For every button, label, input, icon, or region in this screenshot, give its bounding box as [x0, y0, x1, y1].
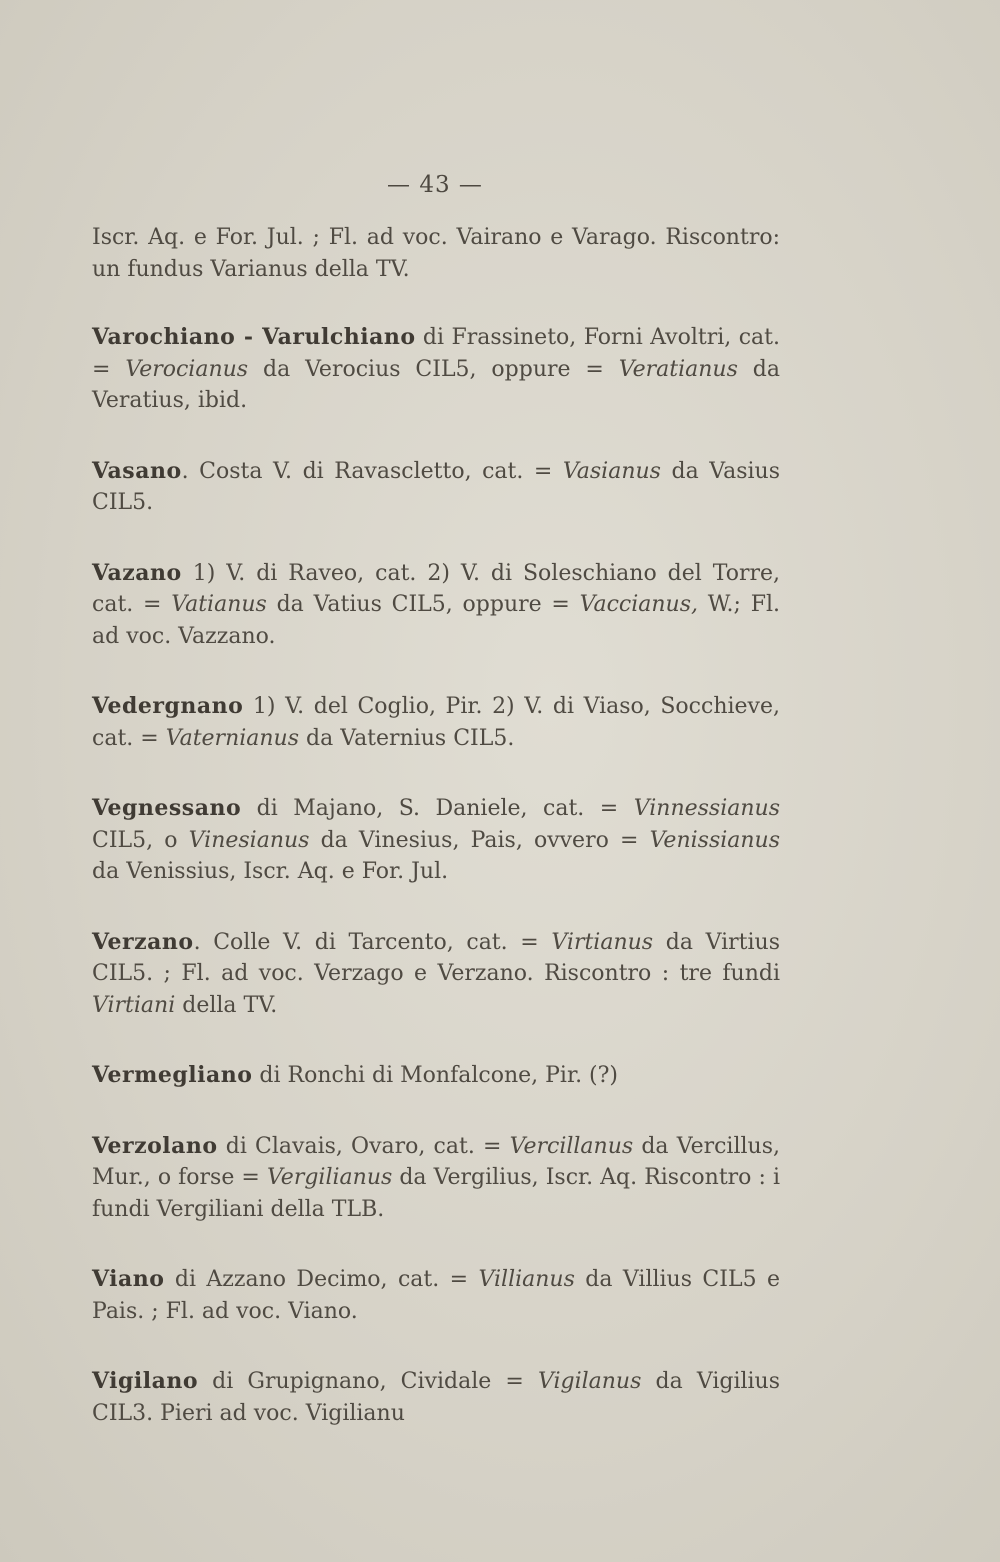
entry-text: . Colle V. di Tarcento, cat. =: [193, 929, 552, 955]
entry-italic-term: Vasianus: [562, 458, 661, 484]
entry-text: di Frassineto, Forni Avoltri, cat. =: [92, 325, 780, 382]
entry-text: 1) V. del Coglio, Pir. 2) V. di Viaso, Socchieve, cat. =: [92, 694, 780, 751]
entry-text: di Azzano Decimo, cat. =: [164, 1267, 479, 1292]
entry-headword: Verzano: [92, 928, 194, 955]
entry-italic-term: Verocianus: [125, 356, 249, 382]
entry-italic-term: Venissianus: [649, 827, 781, 853]
entry-headword: Varochiano - Varulchiano: [92, 324, 416, 350]
entry-varochiano: [92, 322, 780, 417]
entry-vegnessano: [92, 793, 780, 888]
entry-vedergnano: [92, 691, 780, 754]
entry-text: di Grupignano, Cividale =: [198, 1369, 538, 1394]
continuation-text: Iscr. Aq. e For. Jul. ; Fl. ad voc. Vairano e Varago. Riscontro: un fundus Varianus della TV.: [92, 225, 780, 282]
entry-text: della TV.: [175, 992, 278, 1018]
entry-vazano: [92, 558, 780, 653]
entry-text: da Vercillus, Mur., o forse =: [92, 1133, 780, 1190]
entry-text: di Majano, S. Daniele, cat. =: [241, 796, 634, 821]
continuation-paragraph: [92, 222, 780, 285]
entry-verzano: [92, 927, 780, 1022]
entry-italic-term: Vinnessianus: [633, 796, 780, 821]
entry-text: 1) V. di Raveo, cat. 2) V. di Soleschiano del Torre, cat. =: [92, 560, 780, 617]
entry-headword: Vazano: [92, 559, 182, 586]
entry-headword: Vedergnano: [92, 693, 244, 719]
page-number: — 43 —: [387, 172, 483, 198]
entry-text: da Virtius CIL5. ; Fl. ad voc. Verzago e Verzano. Riscontro : tre fundi: [92, 929, 781, 986]
entry-text: da Villius CIL5 e Pais. ; Fl. ad voc. Viano.: [92, 1267, 780, 1324]
entry-text: da Vigilius CIL3. Pieri ad voc. Vigilianu: [92, 1369, 781, 1426]
entry-italic-term: Virtianus: [551, 929, 654, 955]
entry-italic-term: Vergilianus: [266, 1165, 393, 1190]
entry-vermegliano: [92, 1060, 780, 1092]
entry-verzolano: [92, 1131, 780, 1226]
entry-text: . Costa V. di Ravascletto, cat. =: [181, 458, 563, 484]
entry-viano: [92, 1264, 780, 1327]
entry-headword: Vigilano: [92, 1368, 199, 1394]
entry-vigilano: [92, 1366, 780, 1429]
entry-text: da Vaternius CIL5.: [299, 725, 515, 751]
page-text: [92, 222, 780, 1468]
entry-text: da Veratius, ibid.: [92, 356, 780, 413]
entry-italic-term: Virtiani: [92, 992, 176, 1018]
entry-italic-term: Veratianus: [618, 356, 738, 382]
entry-text: da Vatius CIL5, oppure =: [266, 592, 580, 617]
entry-italic-term: Vinesianus: [188, 827, 310, 853]
entry-italic-term: Vatianus: [171, 592, 267, 617]
entry-italic-term: Vigilanus: [537, 1369, 642, 1394]
entry-italic-term: Villianus: [478, 1267, 575, 1292]
entry-text: da Verocius CIL5, oppure =: [248, 356, 619, 382]
entry-text: da Venissius, Iscr. Aq. e For. Jul.: [92, 859, 449, 884]
entry-text: da Vergilius, Iscr. Aq. Riscontro : i fundi Vergiliani della TLB.: [92, 1165, 781, 1222]
entry-italic-term: Vaccianus,: [579, 592, 699, 617]
entry-text: da Vinesius, Pais, ovvero =: [309, 827, 650, 853]
entry-text: di Ronchi di Monfalcone, Pir. (?): [252, 1063, 619, 1088]
entry-italic-term: Vaternianus: [165, 725, 300, 751]
entry-vasano: [92, 456, 780, 519]
entry-headword: Vermegliano: [92, 1062, 253, 1088]
entry-headword: Verzolano: [92, 1132, 218, 1159]
entry-italic-term: Vercillanus: [509, 1133, 634, 1159]
entry-text: di Clavais, Ovaro, cat. =: [217, 1133, 510, 1159]
entry-headword: Vasano: [92, 457, 182, 484]
entry-text: W.; Fl. ad voc. Vazzano.: [92, 592, 781, 649]
entry-headword: Viano: [92, 1266, 165, 1292]
entry-text: da Vasius CIL5.: [92, 458, 780, 515]
entry-headword: Vegnessano: [92, 795, 242, 821]
entry-text: CIL5, o: [92, 827, 189, 853]
